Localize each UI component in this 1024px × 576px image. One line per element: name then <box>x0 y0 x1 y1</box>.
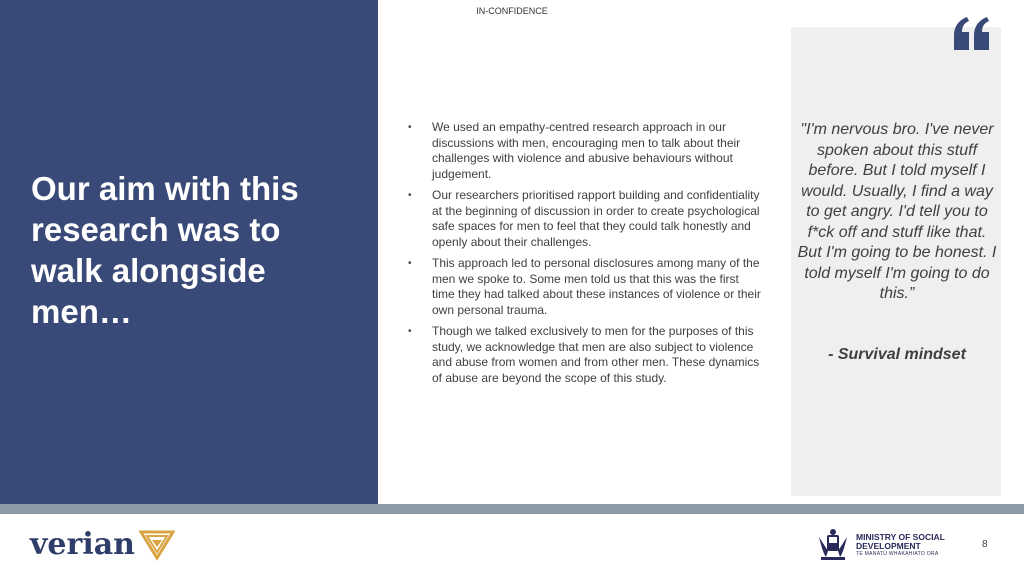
bullet-marker: • <box>408 190 412 201</box>
classification-label: IN-CONFIDENCE <box>476 6 548 16</box>
slide-heading: Our aim with this research was to walk alongside men… <box>31 170 299 330</box>
ministry-maori-name: TE MANATŪ WHAKAHIATO ORA <box>856 550 939 557</box>
verian-mark-icon <box>139 526 175 562</box>
bullet-list <box>408 120 763 392</box>
quote-text: "I'm nervous bro. I've never spoken about this stuff before. But I told myself I would. Usually, I find a way to get angry. I'd tell you to f*ck off and stuff like that. But I'm going to be honest. I told myself I'm going to do this.” <box>797 121 997 302</box>
bullet-marker: • <box>408 326 412 337</box>
verian-logo <box>30 524 175 564</box>
bullet-item <box>408 120 763 182</box>
bullet-marker: • <box>408 258 412 269</box>
nz-coat-of-arms-icon <box>815 527 851 563</box>
ministry-name-line2: DEVELOPMENT <box>856 540 921 551</box>
quote-attribution: - Survival mindset <box>828 346 966 363</box>
bullet-item <box>408 324 763 386</box>
bullet-text: We used an empathy-centred research approach in our discussions with men, encouraging men to talk about their challenges with violence and abusive behaviours without judgement. <box>432 120 741 181</box>
left-panel <box>0 0 378 504</box>
verian-wordmark: verian <box>30 526 135 562</box>
bullet-item <box>408 256 763 318</box>
quote-mark-icon <box>952 14 992 54</box>
bullet-text: Our researchers prioritised rapport building and confidentiality at the beginning of discussion in order to create psychological safe spaces for men to feel that they could talk honestly and openly about their challenges. <box>432 188 760 249</box>
page-number: 8 <box>982 539 988 550</box>
footer-divider <box>0 504 1024 514</box>
bullet-item <box>408 188 763 250</box>
bullet-text: Though we talked exclusively to men for the purposes of this study, we acknowledge that men are also subject to violence and abuse from women and from other men. These dynamics of abuse are beyond the scope of this study. <box>432 324 760 385</box>
ministry-name-line1: MINISTRY OF SOCIAL <box>856 531 945 542</box>
bullet-marker: • <box>408 122 412 133</box>
bullet-text: This approach led to personal disclosures among many of the men we spoke to. Some men told us that this was the first time they had talked about these instances of violence or their own personal trauma. <box>432 256 761 317</box>
ministry-logo <box>815 527 945 563</box>
